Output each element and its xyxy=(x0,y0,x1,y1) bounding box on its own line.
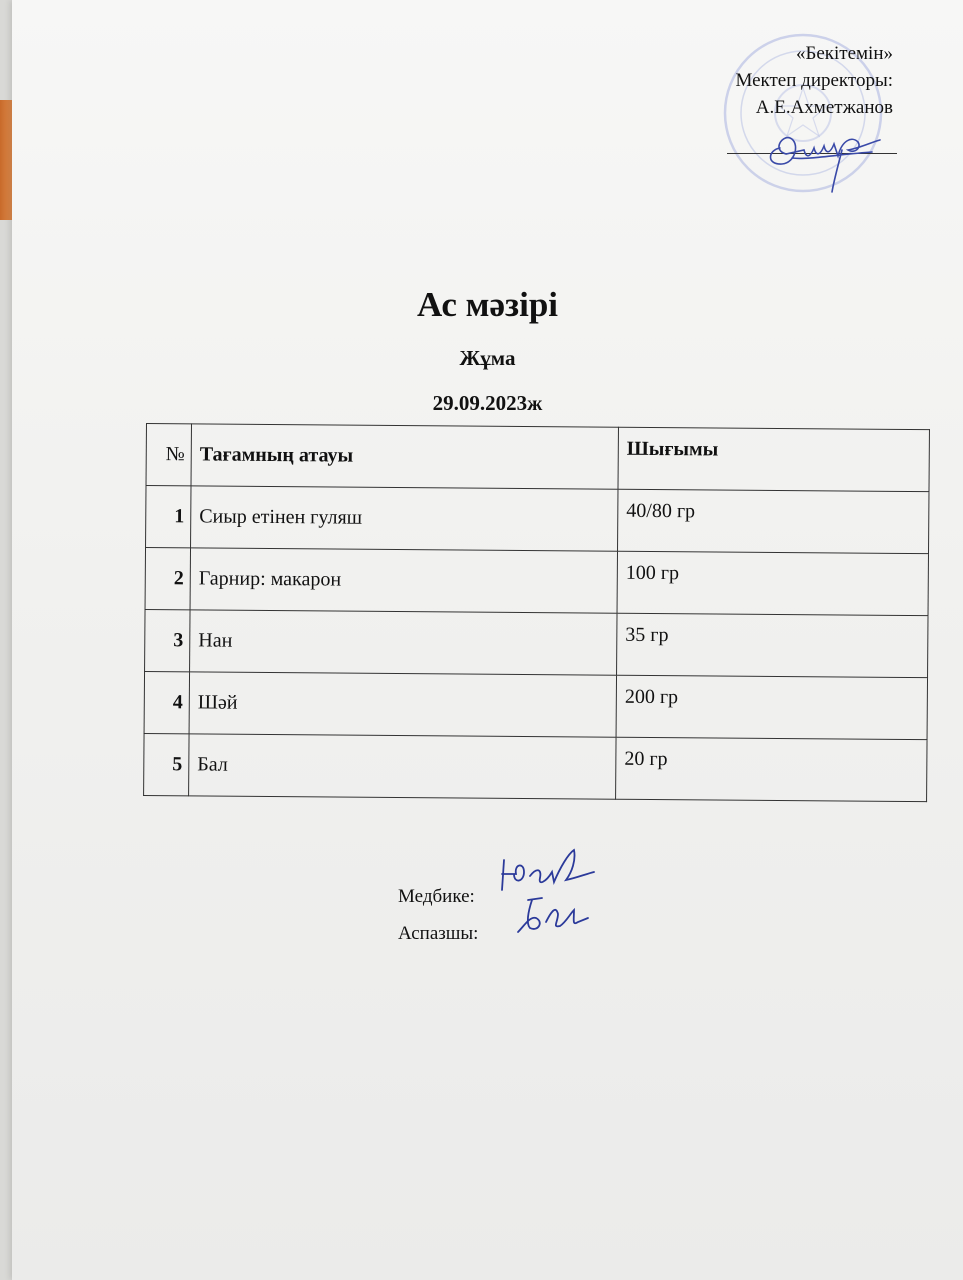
date-label: 29.09.2023ж xyxy=(432,391,543,415)
cook-signature xyxy=(508,892,598,940)
table-row xyxy=(145,548,928,616)
director-signature xyxy=(762,120,892,195)
approval-title: «Бекітемін» xyxy=(795,43,893,64)
approval-name: А.Е.Ахметжанов xyxy=(755,97,893,118)
row-qty: 100 гр xyxy=(617,551,928,615)
header-num: № xyxy=(146,424,191,486)
row-name: Шәй xyxy=(189,672,616,737)
table-row xyxy=(144,671,927,739)
cook-label: Аспазшы: xyxy=(398,923,479,944)
signatures-block xyxy=(398,878,478,952)
header-qty: Шығымы xyxy=(618,427,929,491)
row-num: 5 xyxy=(144,733,189,795)
menu-table xyxy=(143,423,930,802)
row-qty: 200 гр xyxy=(616,675,927,739)
document-page xyxy=(12,0,963,1280)
row-qty: 40/80 гр xyxy=(618,489,929,553)
row-name: Нан xyxy=(190,610,617,675)
table-row xyxy=(146,486,929,554)
approval-block xyxy=(633,40,893,121)
row-name: Сиыр етінен гуляш xyxy=(191,486,618,551)
row-qty: 20 гр xyxy=(616,737,927,801)
row-name: Бал xyxy=(189,734,616,799)
header-name: Тағамның атауы xyxy=(191,424,618,489)
row-num: 3 xyxy=(145,609,190,671)
nurse-label: Медбике: xyxy=(398,886,475,907)
row-num: 1 xyxy=(146,486,191,548)
table-row xyxy=(145,609,928,677)
row-num: 4 xyxy=(144,671,189,733)
day-label: Жұма xyxy=(459,346,516,370)
approval-position: Мектеп директоры: xyxy=(735,70,893,91)
row-qty: 35 гр xyxy=(617,613,928,677)
page-title: Ас мәзірі xyxy=(416,285,559,324)
table-row xyxy=(144,733,927,801)
table-header-row xyxy=(146,424,929,492)
row-name: Гарнир: макарон xyxy=(190,548,617,613)
row-num: 2 xyxy=(145,548,190,610)
